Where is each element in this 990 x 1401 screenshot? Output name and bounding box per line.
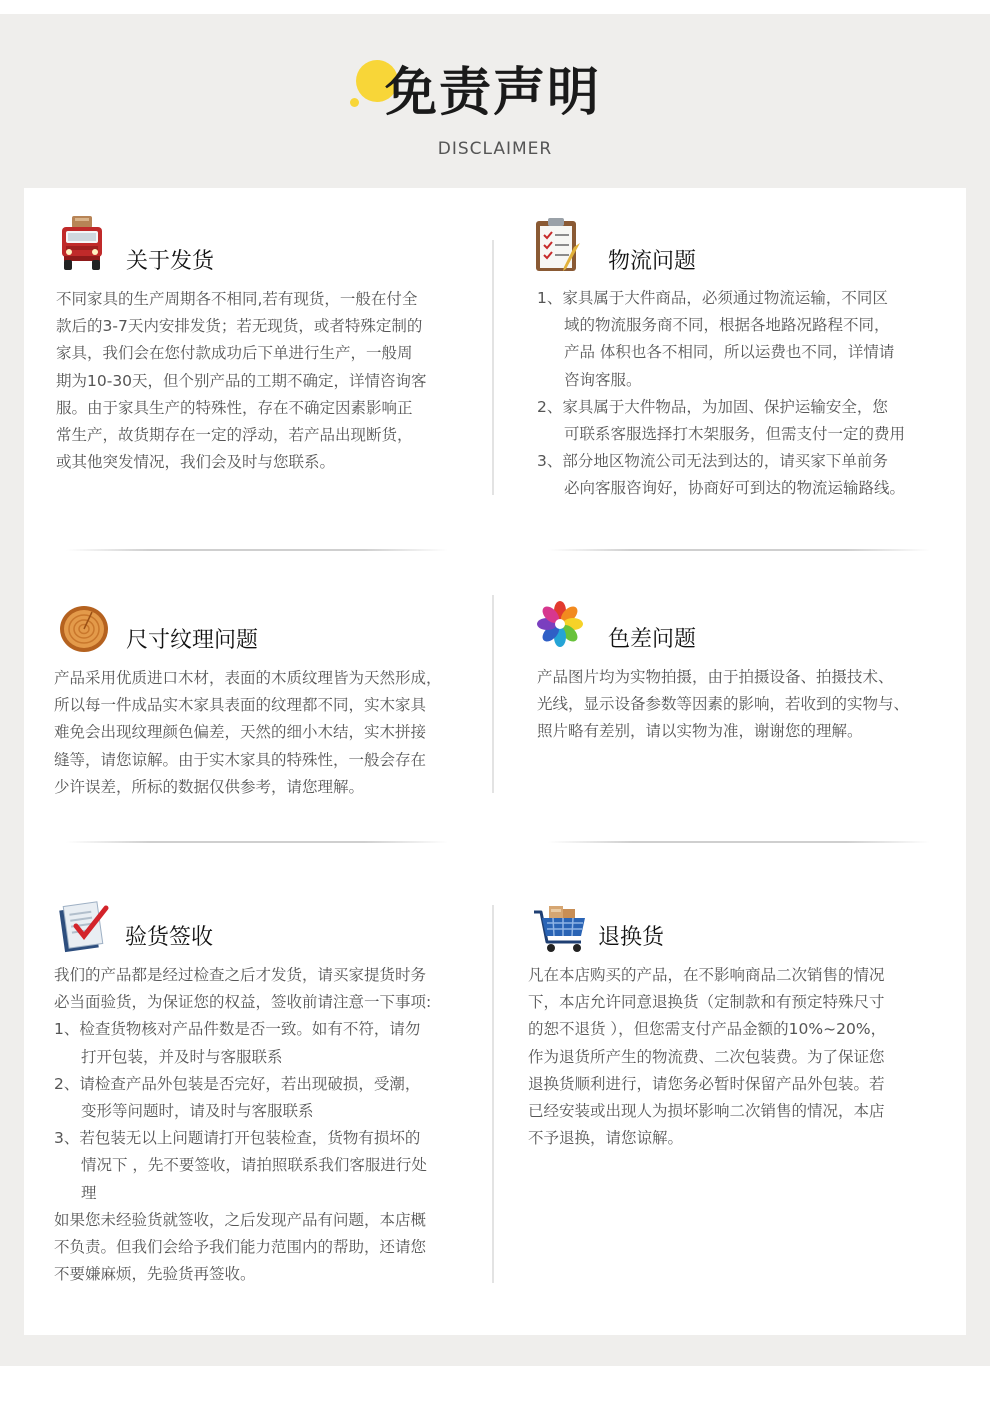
section-title-inspection: 验货签收 [125, 925, 214, 950]
body-line: 不同家具的生产周期各不相同,若有现货，一般在付全 [56, 290, 418, 308]
title-accent-dot-small [350, 98, 359, 107]
section-body-size-texture [54, 665, 442, 801]
body-line: 咨询客服。 [564, 370, 642, 389]
body-line: 产品图片均为实物拍摄，由于拍摄设备、拍摄技术、 [537, 668, 894, 686]
body-line: 2、家具属于大件物品，为加固、保护运输安全，您 [537, 397, 888, 416]
row-divider [548, 549, 930, 551]
page-subtitle: DISCLAIMER [437, 139, 553, 159]
body-line: 作为退货所产生的物流费、二次包装费。为了保证您 [528, 1047, 885, 1066]
body-line: 缝等，请您谅解。由于实木家具的特殊性，一般会存在 [54, 750, 427, 769]
body-line: 如果您未经验货就签收，之后发现产品有问题，本店概 [54, 1210, 427, 1229]
body-line: 我们的产品都是经过检查之后才发货，请买家提货时务 [54, 966, 427, 984]
color-wheel-icon [534, 600, 586, 654]
body-line: 款后的3-7天内安排发货；若无现货，或者特殊定制的 [56, 317, 423, 336]
column-divider [492, 240, 494, 495]
body-line: 产品 体积也各不相同，所以运费也不同，详情请 [564, 343, 895, 362]
body-line: 3、部分地区物流公司无法到达的，请买家下单前务 [537, 452, 888, 471]
body-line: 光线，显示设备参数等因素的影响，若收到的实物与、 [537, 695, 910, 714]
page-title: 免责声明 [385, 63, 602, 123]
body-line: 域的物流服务商不同，根据各地路况路程不同， [564, 316, 890, 335]
wood-slice-icon [58, 604, 110, 658]
body-line: 常生产，故货期存在一定的浮动，若产品出现断货， [56, 426, 413, 445]
checklist-icon [58, 898, 110, 958]
body-line: 不负责。但我们会给予我们能力范围内的帮助，还请您 [54, 1238, 427, 1257]
row-divider [66, 549, 448, 551]
body-line: 3、若包装无以上问题请打开包装检查，货物有损坏的 [54, 1129, 421, 1148]
body-line: 服。由于家具生产的特殊性，存在不确定因素影响正 [56, 398, 413, 417]
section-title-size-texture: 尺寸纹理问题 [126, 628, 259, 653]
section-title-returns: 退换货 [598, 925, 665, 950]
body-line: 1、家具属于大件商品，必须通过物流运输，不同区 [537, 289, 888, 307]
body-line: 必当面验货，为保证您的权益，签收前请注意一下事项: [54, 993, 432, 1012]
body-line: 少许误差，所标的数据仅供参考，请您理解。 [54, 777, 365, 796]
body-line: 的恕不退货 ），但您需支付产品金额的10%~20%， [528, 1020, 887, 1039]
section-title-logistics: 物流问题 [608, 249, 697, 274]
section-title-shipping: 关于发货 [126, 249, 215, 274]
body-line: 退换货顺利进行，请您务必暂时保留产品外包装。若 [528, 1074, 885, 1093]
delivery-truck-icon [58, 215, 106, 275]
section-body-inspection [54, 962, 431, 1288]
body-line: 1、检查货物核对产品件数是否一致。如有不符，请勿 [54, 1020, 421, 1039]
body-line: 所以每一件成品实木家具表面的纹理都不同，实木家具 [54, 696, 427, 715]
body-line: 情况下 ，先不要签收，请拍照联系我们客服进行处 [81, 1156, 427, 1175]
row-divider [66, 841, 448, 843]
body-line: 必向客服咨询好，协商好可到达的物流运输路线。 [564, 479, 906, 498]
body-line: 照片略有差别，请以实物为准，谢谢您的理解。 [537, 722, 863, 741]
column-divider [492, 595, 494, 793]
body-line: 理 [81, 1183, 97, 1202]
row-divider [548, 841, 930, 843]
section-body-returns [528, 962, 886, 1152]
section-body-logistics [537, 285, 905, 503]
body-line: 期为10-30天，但个别产品的工期不确定，详情咨询客 [56, 371, 427, 390]
section-body-shipping [56, 286, 427, 476]
body-line: 凡在本店购买的产品，在不影响商品二次销售的情况 [528, 966, 885, 984]
body-line: 打开包装，并及时与客服联系 [81, 1047, 283, 1066]
body-line: 难免会出现纹理颜色偏差，天然的细小木结，实木拼接 [54, 723, 427, 742]
body-line: 下，本店允许同意退换货（定制款和有预定特殊尺寸 [528, 993, 885, 1012]
body-line: 产品采用优质进口木材，表面的木质纹理皆为天然形成， [54, 669, 442, 687]
section-title-color-difference: 色差问题 [608, 627, 697, 652]
body-line: 可联系客服选择打木架服务，但需支付一定的费用 [564, 425, 906, 444]
body-line: 或其他突发情况，我们会及时与您联系。 [56, 453, 336, 472]
body-line: 变形等问题时，请及时与客服联系 [81, 1102, 314, 1121]
section-body-color-difference [537, 664, 909, 746]
body-line: 不予退换，请您谅解。 [528, 1129, 684, 1148]
clipboard-icon [534, 217, 582, 277]
column-divider [492, 905, 494, 1283]
shopping-cart-icon [533, 904, 589, 958]
body-line: 已经安装或出现人为损坏影响二次销售的情况，本店 [528, 1102, 885, 1121]
body-line: 2、请检查产品外包装是否完好，若出现破损，受潮， [54, 1074, 421, 1093]
body-line: 不要嫌麻烦，先验货再签收。 [54, 1265, 256, 1284]
body-line: 家具，我们会在您付款成功后下单进行生产，一般周 [56, 344, 413, 363]
